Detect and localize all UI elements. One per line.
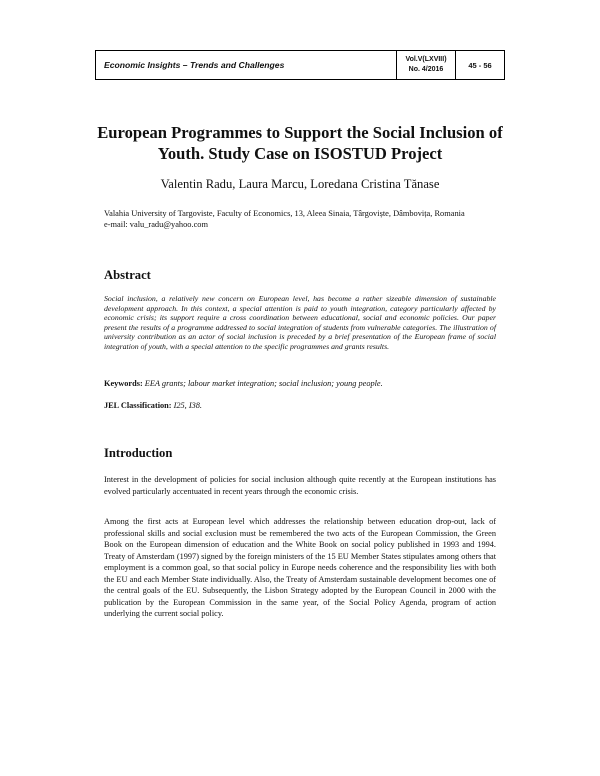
paper-title: European Programmes to Support the Social Inclusion of Youth. Study Case on ISOSTUD Project bbox=[97, 123, 503, 163]
intro-paragraph-2: Among the first acts at European level which addresses the relationship between education drop-out, lack of professional skills and social exclusion must be remembered the two acts of the European Commission, the Green Book on the European dimension of education and the White Book on social policy published in 1993 and 1994. Treaty of Amsterdam (1997) signed by the foreign ministers of the 15 EU Member States stipulates among others that employment is a common goal, so that social policy in Europe needs coherence and the responsibility lies with both the EU and each Member State individually. Also, the Treaty of Amsterdam sustainable development becomes one of the central goals of the EU. Subsequently, the Lisbon Strategy adopted by the European Council in 2000 with the publication by the European Commission in the same year, of the Social Policy Agenda, program of action underlying the current social policy. bbox=[104, 517, 496, 618]
jel-label: JEL Classification: bbox=[104, 401, 172, 410]
journal-volume: Vol.V(LXVIII) bbox=[405, 56, 447, 63]
journal-name: Economic Insights – Trends and Challenges bbox=[96, 51, 397, 79]
journal-header bbox=[95, 50, 505, 80]
keywords bbox=[104, 379, 496, 388]
introduction-heading: Introduction bbox=[104, 446, 173, 460]
keywords-label: Keywords: bbox=[104, 379, 143, 388]
keywords-value: EEA grants; labour market integration; social inclusion; young people. bbox=[144, 379, 383, 388]
affiliation-email: e-mail: valu_radu@yahoo.com bbox=[104, 220, 208, 229]
abstract-heading: Abstract bbox=[104, 268, 151, 282]
jel-classification bbox=[104, 401, 496, 410]
journal-issue: No. 4/2016 bbox=[408, 66, 444, 73]
jel-value: I25, I38. bbox=[173, 401, 202, 410]
affiliation-institution: Valahia University of Targoviste, Faculty of Economics, 13, Aleea Sinaia, Târgoviște, Dâmbovița, Romania bbox=[104, 209, 465, 218]
authors: Valentin Radu, Laura Marcu, Loredana Cristina Tănase bbox=[160, 177, 440, 191]
page-range: 45 - 56 bbox=[468, 60, 492, 70]
intro-paragraph-1: Interest in the development of policies for social inclusion although quite recently at the European institutions has evolved particularly accentuated in recent years through the economic crisis. bbox=[104, 475, 496, 496]
journal-volume-issue bbox=[397, 51, 456, 79]
affiliation bbox=[104, 208, 504, 230]
abstract-text: Social inclusion, a relatively new concern on European level, has become a rather sizeable dimension of sustainable development approach. In this context, a special attention is paid to youth integration, category particularly affected by economic crisis; its support require a cross coordination between educational, social and economic policies. Our paper present the results of a programme addressed to social integration of students from vulnerable categories. The illustration of university contribution as an actor of social inclusion is preceded by a brief presentation of the European frame of social integration of youth, with a special attention to the specific programmes and grants results. bbox=[104, 294, 496, 351]
